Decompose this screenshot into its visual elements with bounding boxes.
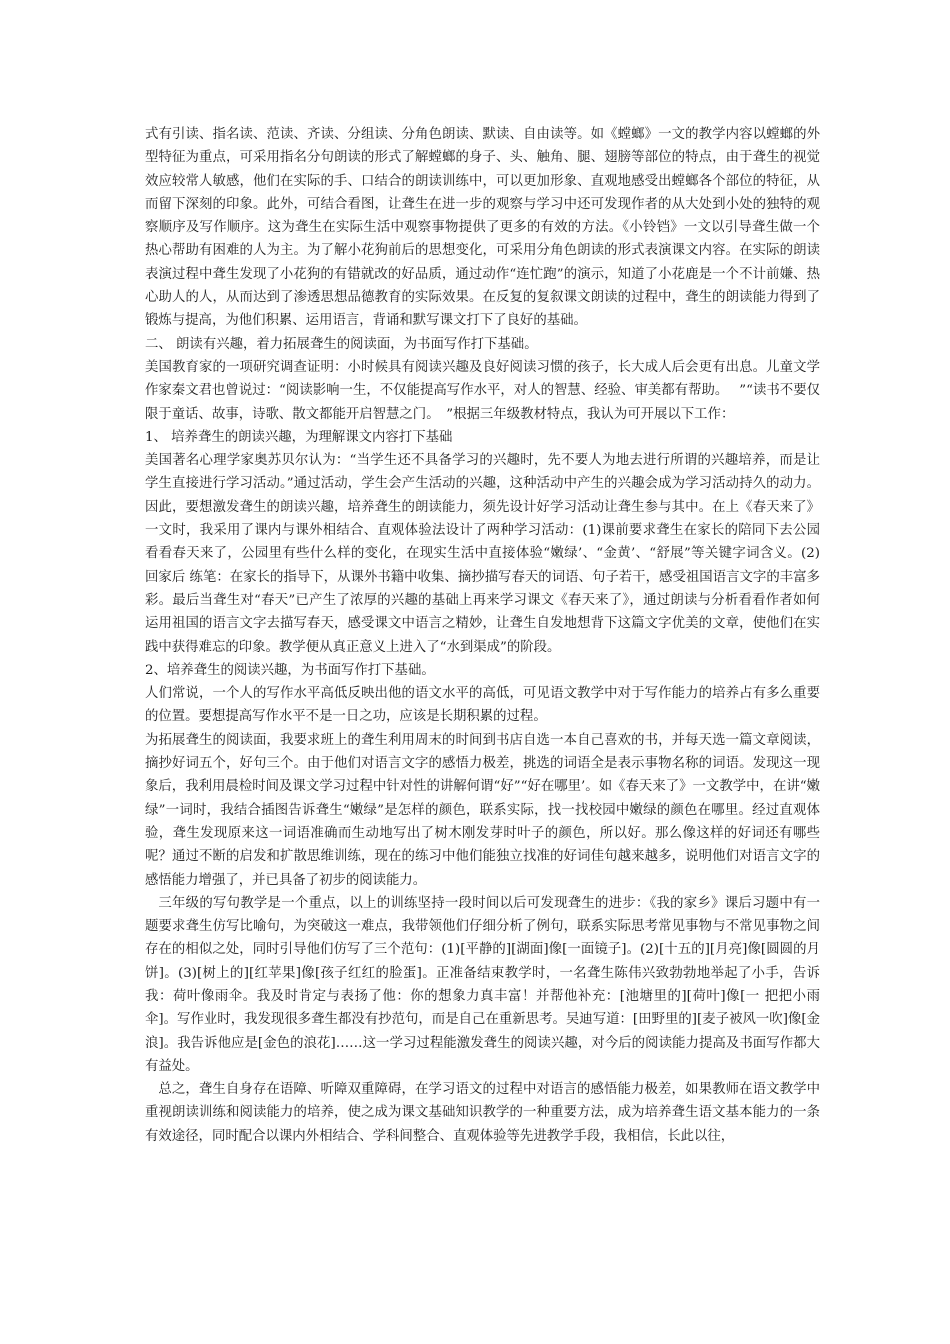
paragraph-conclusion: 总之，聋生自身存在语障、听障双重障碍，在学习语文的过程中对语言的感悟能力极差，如果教师在语文教学中重视朗读训练和阅读能力的培养，使之成为课文基础知识教学的一种重要方法，成为培养聋生语文基本能力的一条有效途径，同时配合以课内外相结合、学科间整合、直观体验等先进教学手段，我相信，长此以往， bbox=[145, 1082, 820, 1144]
section-heading-2: 二、 朗读有兴趣，着力拓展聋生的阅读面，为书面写作打下基础。 bbox=[145, 336, 538, 352]
paragraph-reading-scope: 为拓展聋生的阅读面，我要求班上的聋生利用周末的时间到书店自选一本自己喜欢的书，并每天选一篇文章阅读，摘抄好词五个，好句三个。由于他们对语言文字的感悟力极差，挑选的词语全是表示事物名称的词语。发现这一现象后，我利用晨检时间及课文学习过程中针对性的讲解何谓“好”“好在哪里’。如《春天来了》一文教学中，在讲“嫩绿”一词时，我结合插图告诉聋生“嫩绿”是怎样的颜色，联系实际，找一找校园中嫩绿的颜色在哪里。经过直观体验，聋生发现原来这一词语准确而生动地写出了树木刚发芽时叶子的颜色，所以好。那么像这样的好词还有哪些呢？通过不断的启发和扩散思维训练，现在的练习中他们能独立找准的好词佳句越来越多，说明他们对语言文字的感悟能力增强了，并已具备了初步的阅读能力。 bbox=[145, 732, 820, 888]
subheading-2: 2、培养聋生的阅读兴趣，为书面写作打下基础。 bbox=[145, 662, 435, 678]
subheading-1: 1、 培养聋生的朗读兴趣，为理解课文内容打下基础 bbox=[145, 429, 453, 445]
paragraph-sentence-writing: 三年级的写句教学是一个重点，以上的训练坚持一段时间以后可发现聋生的进步：《我的家乡》课后习题中有一题要求聋生仿写比喻句，为突破这一难点，我带领他们仔细分析了例句，联系实际思考常见事物与不常见事物之间存在的相似之处，同时引导他们仿写了三个范句：(1)[平静的][湖面]像[一面镜子]。(2)[十五的][月亮]像[圆圆的月饼]。(3)[树上的][红苹果]像[孩子红红的脸蛋]。正准备结束教学时，一名聋生陈伟兴致勃勃地举起了小手，告诉我：荷叶像雨伞。我及时肯定与表扬了他：你的想象力真丰富！并帮他补充：[池塘里的][荷叶]像[一 把把小雨伞]。写作业时，我发现很多聋生都没有抄范句，而是自己在重新思考。吴迪写道：[田野里的][麦子被风一吹]像[金浪]。我告诉他应是[金色的浪花]……这一学习过程能激发聋生的阅读兴趣，对今后的阅读能力提高及书面写作都大有益处。 bbox=[145, 895, 820, 1074]
paragraph-writing-level: 人们常说，一个人的写作水平高低反映出他的语文水平的高低，可见语文教学中对于写作能力的培养占有多么重要的位置。要想提高写作水平不是一日之功，应该是长期积累的过程。 bbox=[145, 686, 820, 725]
paragraph-research: 美国教育家的一项研究调查证明：小时候具有阅读兴趣及良好阅读习惯的孩子，长大成人后会更有出息。儿童文学作家秦文君也曾说过：“阅读影响一生，不仅能提高写作水平，对人的智慧、经验、审美都有帮助。 ”“读书不要仅限于童话、故事，诗歌、散文都能开启智慧之门。 ”根据三年级教材特点，我认为可开展以下工作： bbox=[145, 359, 820, 422]
paragraph-reading-forms: 式有引读、指名读、范读、齐读、分组读、分角色朗读、默读、自由读等。如《螳螂》一文的教学内容以螳螂的外型特征为重点，可采用指名分句朗读的形式了解螳螂的身子、头、触角、腿、翅膀等部位的特点，由于聋生的视觉效应较常人敏感，他们在实际的手、口结合的朗读训练中，可以更加形象、直观地感受出螳螂各个部位的特征，从而留下深刻的印象。此外，可结合看图，让聋生在进一步的观察与学习中还可发现作者的从大处到小处的独特的观察顺序及写作顺序。这为聋生在实际生活中观察事物提供了更多的有效的方法。《小铃铛》一文以引导聋生做一个热心帮助有困难的人为主。为了解小花狗前后的思想变化，可采用分角色朗读的形式表演课文内容。在实际的朗读表演过程中聋生发现了小花狗的有错就改的好品质，通过动作“连忙跑”的演示，知道了小花鹿是一个不计前嫌、热心助人的人，从而达到了渗透思想品德教育的实际效果。在反复的复叙课文朗读的过程中，聋生的朗读能力得到了锻炼与提高，为他们积累、运用语言，背诵和默写课文打下了良好的基础。 bbox=[145, 127, 820, 329]
document-body bbox=[145, 123, 820, 1148]
paragraph-ausubel: 美国著名心理学家奥苏贝尔认为：“当学生还不具备学习的兴趣时，先不要人为地去进行所谓的兴趣培养，而是让学生直接进行学习活动。”通过活动，学生会产生活动的兴趣，这种活动中产生的兴趣会成为学习活动持久的动力。因此，要想激发聋生的朗读兴趣，培养聋生的朗读能力，须先设计好学习活动让聋生参与其中。在上《春天来了》一文时，我采用了课内与课外相结合、直观体验法设计了两种学习活动：(1)课前要求聋生在家长的陪同下去公园看看春天来了，公园里有些什么样的变化，在现实生活中直接体验“嫩绿’、“金黄’、“舒展”等关键字词含义。(2) 回家后 练笔：在家长的指导下，从课外书籍中收集、摘抄描写春天的词语、句子若干，感受祖国语言文字的丰富多彩。最后当聋生对“春天”已产生了浓厚的兴趣的基础上再来学习课文《春天来了》，通过朗读与分析看看作者如何运用祖国的语言文字去描写春天，感受课文中语言之精妙，让聋生自发地想背下这篇文字优美的文章，使他们在实践中获得难忘的印象。教学便从真正意义上进入了“水到渠成”的阶段。 bbox=[145, 453, 820, 655]
